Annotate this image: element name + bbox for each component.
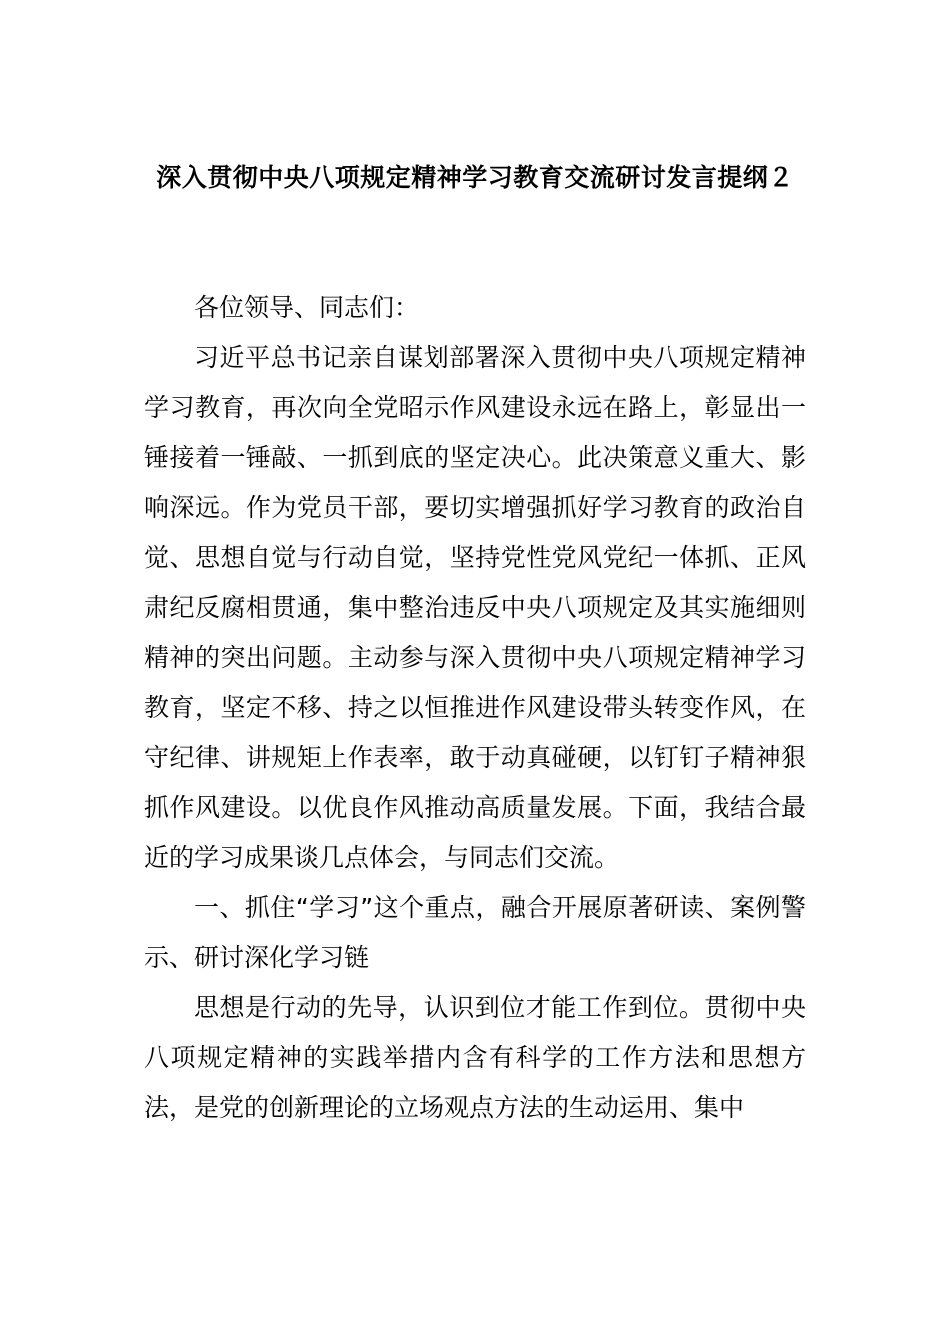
salutation: 各位领导、同志们： [194,293,420,322]
paragraph-intro: 习近平总书记亲自谋划部署深入贯彻中央八项规定精神学习教育，再次向全党昭示作风建设永远在路上，彰显出一锤接着一锤敲、一抓到底的坚定决心。此决策意义重大、影响深远。作为党员干部，要切实增强抓好学习教育的政治自觉、思想自觉与行动自觉，坚持党性党风党纪一体抓、正风肃纪反腐相贯通，集中整治违反中央八项规定及其实施细则精神的突出问题。主动参与深入贯彻中央八项规定精神学习教育，坚定不移、持之以恒推进作风建设带头转变作风，在守纪律、讲规矩上作表率，敢于动真碰硬，以钉钉子精神狠抓作风建设。以优良作风推动高质量发展。下面，我结合最近的学习成果谈几点体会，与同志们交流。 [144,343,806,872]
document-title: 深入贯彻中央八项规定精神学习教育交流研讨发言提纲２ [156,163,794,192]
paragraph-section-1: 思想是行动的先导，认识到位才能工作到位。贯彻中央八项规定精神的实践举措内含有科学的工作方法和思想方法，是党的创新理论的立场观点方法的生动运用、集中 [144,993,806,1122]
section-heading-1: 一、抓住“学习”这个重点，融合开展原著研读、案例警示、研讨深化学习链 [144,893,806,972]
document-body [144,283,806,1133]
